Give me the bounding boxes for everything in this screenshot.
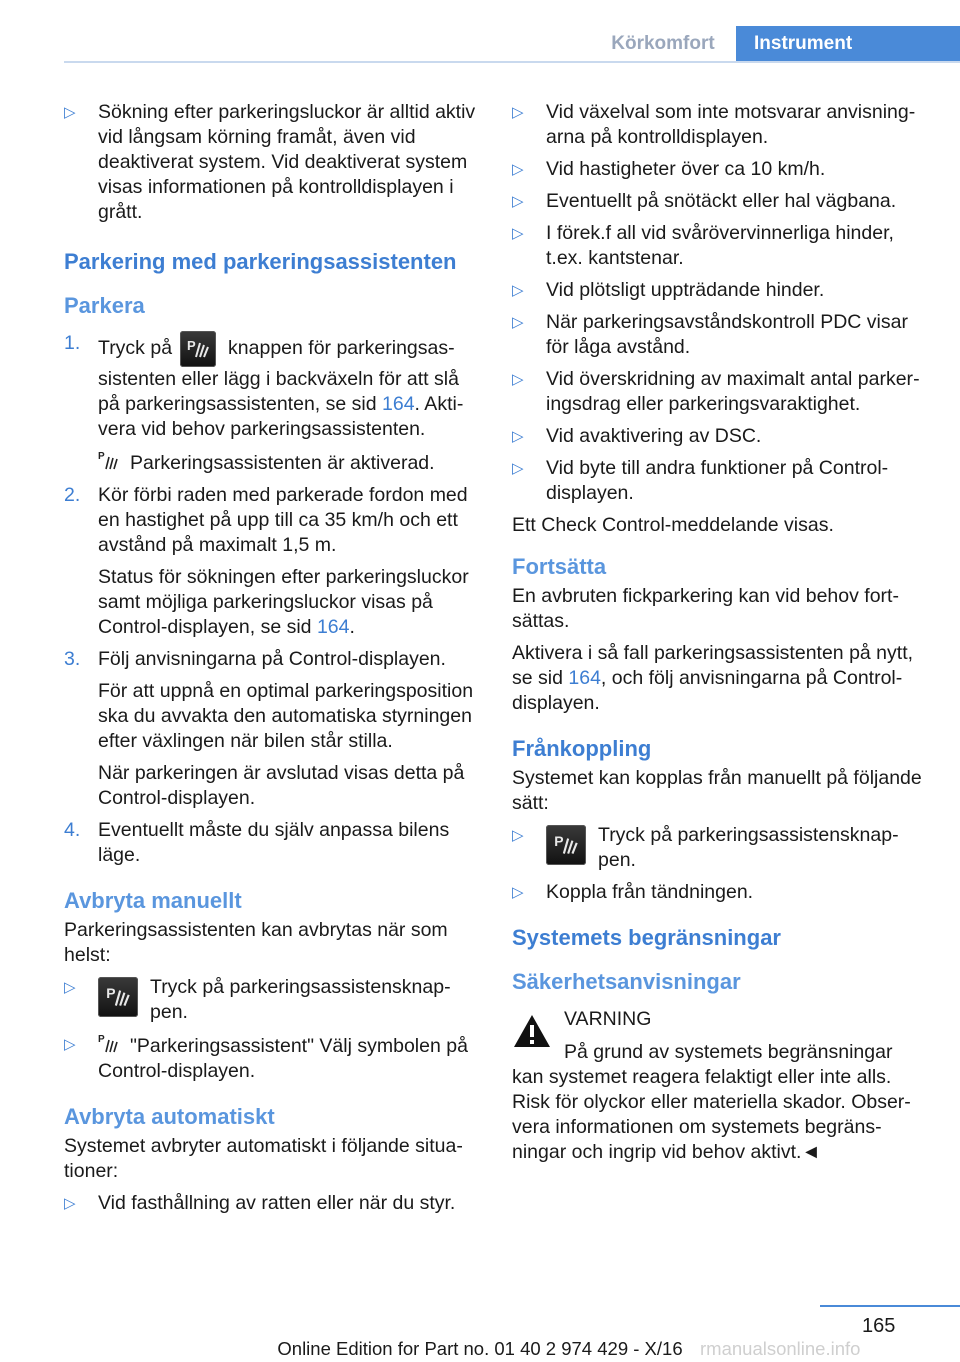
step-text: . Aktivera vid behov parkeringsassistenten. — [98, 393, 464, 440]
header-divider — [64, 61, 960, 63]
bullet-icon: ▷ — [512, 884, 524, 901]
watermark: rmanualsonline.info — [700, 1338, 861, 1359]
edition-footer: Online Edition for Part no. 01 40 2 974 429 - X/16 — [277, 1338, 683, 1359]
manual-bullet-text: Tryck på parkeringsassistensknappen. — [150, 976, 451, 1023]
list-item-text: Eventuellt på snötäckt eller hal vägbana. — [546, 190, 897, 212]
list-item — [512, 424, 926, 449]
continue-text-part: Aktivera i så fall parkeringsassistenten på nytt, se sid — [512, 642, 914, 689]
park-assist-button-icon — [546, 825, 586, 865]
svg-text:P: P — [187, 338, 196, 353]
check-control-text: Ett Check Control-meddelande visas. — [512, 514, 834, 536]
auto-text: Systemet avbryter automatiskt i följande situationer: — [64, 1135, 463, 1182]
subsection-title-manual: Avbryta manuellt — [64, 888, 242, 913]
bullet-icon: ▷ — [512, 827, 524, 844]
list-item-text: Vid plötsligt uppträdande hinder. — [546, 279, 825, 301]
park-assist-symbol-icon — [98, 1032, 122, 1054]
subsection-title-continue: Fortsätta — [512, 554, 607, 579]
step-1 — [64, 331, 478, 476]
abort-conditions-list — [512, 100, 926, 506]
svg-text:P: P — [554, 833, 564, 850]
page-link[interactable]: 164 — [568, 667, 601, 689]
bullet-icon: ▷ — [512, 428, 524, 445]
list-item-text: När parkeringsavståndskontroll PDC visar för låga avstånd. — [546, 311, 908, 358]
list-item — [512, 367, 926, 417]
step-note-text: Parkeringsassistenten är aktiverad. — [130, 452, 435, 474]
list-item — [512, 880, 926, 905]
step-2 — [64, 483, 478, 640]
off-bullet-text: Koppla från tändningen. — [546, 881, 754, 903]
page-header — [0, 0, 960, 62]
list-item-text: Vid avaktivering av DSC. — [546, 425, 762, 447]
subsection-title-safety: Säkerhetsanvisningar — [512, 969, 741, 994]
bullet-icon: ▷ — [64, 1195, 76, 1212]
bullet-icon: ▷ — [512, 161, 524, 178]
park-assist-button-icon — [180, 331, 216, 367]
subsection-title-parkera: Parkera — [64, 293, 145, 318]
warning-triangle-icon — [512, 1013, 552, 1049]
warning-text: kan systemet reagera felaktigt eller inte alls. Risk för olyckor eller materiella skador. Observera informationen om systemets begränsningar och ingrip vid behov aktivt.◄ — [512, 1066, 911, 1163]
footer-divider — [820, 1305, 960, 1307]
list-item-text: Vid hastigheter över ca 10 km/h. — [546, 158, 826, 180]
bullet-icon: ▷ — [512, 282, 524, 299]
off-text: Systemet kan kopplas från manuellt på följande sätt: — [512, 767, 922, 814]
bullet-icon: ▷ — [512, 225, 524, 242]
list-item — [64, 1191, 478, 1216]
tab-korkomfort[interactable]: Körkomfort — [592, 26, 734, 62]
step-note — [98, 449, 478, 476]
svg-text:P: P — [106, 985, 116, 1002]
warning-block — [512, 1007, 926, 1065]
list-item-text: Vid växelval som inte motsvarar anvisningarna på kontrolldisplayen. — [546, 101, 916, 148]
page-link[interactable]: 164 — [316, 616, 350, 638]
list-item-text: Vid byte till andra funktioner på Control-displayen. — [546, 457, 889, 504]
auto-bullet-text: Vid fasthållning av ratten eller när du styr. — [98, 1192, 456, 1214]
bullet-icon: ▷ — [64, 979, 76, 996]
section-title-limits: Systemets begränsningar — [512, 925, 781, 950]
manual-bullet-text: "Parkeringsassistent" Välj symbolen på Control-displayen. — [98, 1035, 468, 1082]
bullet-icon: ▷ — [512, 193, 524, 210]
step-note-text: Status för sökningen efter parkeringsluckor samt möjliga parkeringsluckor visas på Control-displayen, se sid — [98, 566, 469, 638]
step-note: För att uppnå en optimal parkeringsposition ska du avvakta den automatiska styrningen efter växlingen när bilen står stilla. — [98, 680, 474, 752]
step-text: Kör förbi raden med parkerade fordon med en hastighet på upp till ca 35 km/h och ett avstånd på maximalt 1,5 m. — [98, 484, 468, 556]
svg-text:P: P — [98, 451, 105, 462]
step-text: Tryck på — [98, 337, 173, 360]
bullet-icon: ▷ — [64, 104, 76, 121]
bullet-icon: ▷ — [512, 371, 524, 388]
continue-text — [512, 641, 926, 716]
right-column — [512, 100, 926, 1172]
bullet-icon: ▷ — [512, 104, 524, 121]
list-item — [512, 823, 926, 873]
svg-text:P: P — [98, 1034, 105, 1045]
list-item — [512, 157, 926, 182]
park-assist-button-icon — [98, 977, 138, 1017]
bullet-icon: ▷ — [512, 314, 524, 331]
step-note-text: . — [349, 616, 355, 638]
step-4 — [64, 818, 478, 868]
list-item — [64, 1032, 478, 1084]
step-number: 1. — [64, 332, 81, 354]
step-text: Följ anvisningarna på Control-displayen. — [98, 648, 446, 670]
manual-text: Parkeringsassistenten kan avbrytas när som helst: — [64, 919, 448, 966]
bullet-icon: ▷ — [512, 460, 524, 477]
list-item — [512, 310, 926, 360]
step-text: knappen för parkeringsassistenten eller lägg i backväxeln för att slå på parkeringsassistenten, se sid — [98, 337, 459, 415]
left-column — [64, 100, 478, 1223]
page-link[interactable]: 164 — [382, 393, 415, 415]
list-item-text: I förek.f all vid svårövervinnerliga hinder, t.ex. kantstenar. — [546, 222, 894, 269]
warning-label: VARNING — [564, 1008, 652, 1030]
step-number: 2. — [64, 484, 81, 506]
off-bullet-text: Tryck på parkeringsassistensknappen. — [598, 824, 899, 871]
step-number: 3. — [64, 648, 81, 670]
continue-text: En avbruten fickparkering kan vid behov fortsättas. — [512, 585, 899, 632]
continue-text-part: , och följ anvisningarna på Control-displayen. — [512, 667, 903, 714]
list-item-text: Vid överskridning av maximalt antal parkeringsdrag eller parkeringsvaraktighet. — [546, 368, 920, 415]
intro-bullet-text: Sökning efter parkeringsluckor är alltid aktiv vid långsam körning framåt, även vid deaktiverat system. Vid deaktiverat system visas informationen på kontrolldisplayen i grått. — [98, 101, 476, 223]
section-title: Parkering med parkeringsassistenten — [64, 249, 457, 274]
list-item — [512, 189, 926, 214]
list-item — [512, 100, 926, 150]
step-3 — [64, 647, 478, 811]
list-item — [64, 975, 478, 1025]
warning-text: På grund av systemets begränsningar — [564, 1041, 893, 1063]
step-number: 4. — [64, 819, 81, 841]
step-text: Eventuellt måste du själv anpassa bilens läge. — [98, 819, 450, 866]
list-item — [512, 456, 926, 506]
step-note — [98, 565, 478, 640]
step-note: När parkeringen är avslutad visas detta på Control-displayen. — [98, 762, 465, 809]
subsection-title-off: Frånkoppling — [512, 736, 652, 761]
subsection-title-auto: Avbryta automatiskt — [64, 1104, 275, 1129]
list-item — [512, 221, 926, 271]
list-item — [512, 278, 926, 303]
page-number: 165 — [862, 1315, 896, 1337]
list-item — [64, 100, 478, 225]
tab-instrument[interactable]: Instrument — [736, 26, 960, 62]
bullet-icon: ▷ — [64, 1036, 76, 1053]
park-assist-symbol-icon — [98, 449, 122, 471]
